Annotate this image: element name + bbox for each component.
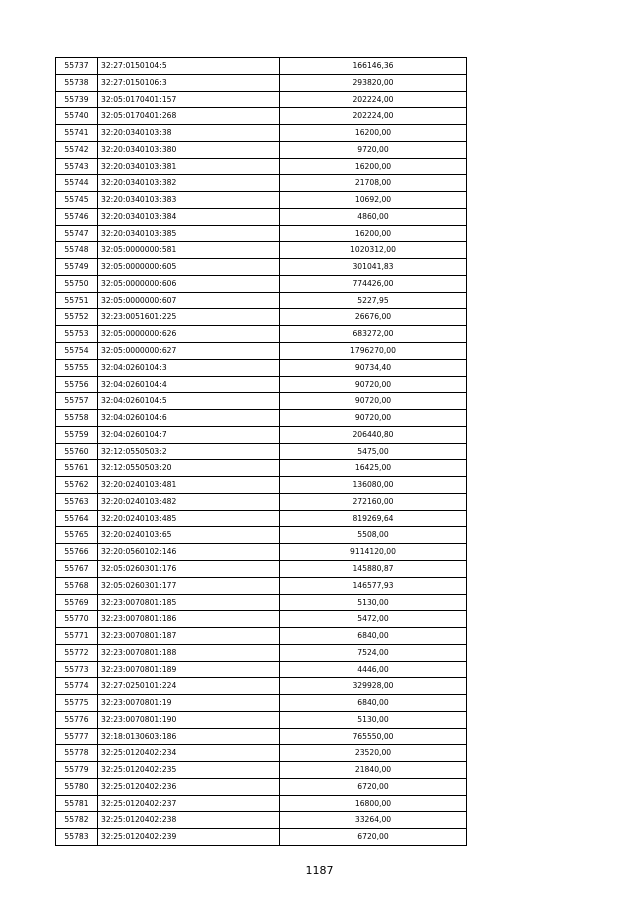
cadastral-number-cell: 32:12:0550503:20 — [98, 460, 280, 477]
row-number-cell: 55748 — [56, 242, 98, 259]
cadastral-number-cell: 32:23:0070801:190 — [98, 711, 280, 728]
cadastral-number-cell: 32:12:0550503:2 — [98, 443, 280, 460]
cadastral-number-cell: 32:05:0170401:268 — [98, 108, 280, 125]
cadastral-number-cell: 32:04:0260104:7 — [98, 426, 280, 443]
value-cell: 6840,00 — [280, 695, 467, 712]
table-row — [56, 426, 467, 443]
table-row — [56, 778, 467, 795]
cadastral-number-cell: 32:25:0120402:239 — [98, 829, 280, 846]
row-number-cell: 55781 — [56, 795, 98, 812]
value-cell: 5472,00 — [280, 611, 467, 628]
table-row — [56, 91, 467, 108]
value-cell: 21708,00 — [280, 175, 467, 192]
cadastral-number-cell: 32:23:0070801:186 — [98, 611, 280, 628]
value-cell: 4860,00 — [280, 208, 467, 225]
table-row — [56, 644, 467, 661]
value-cell: 1020312,00 — [280, 242, 467, 259]
cadastral-number-cell: 32:05:0170401:157 — [98, 91, 280, 108]
table-row — [56, 393, 467, 410]
table-row — [56, 443, 467, 460]
value-cell: 5475,00 — [280, 443, 467, 460]
value-cell: 16200,00 — [280, 225, 467, 242]
row-number-cell: 55759 — [56, 426, 98, 443]
cadastral-number-cell: 32:04:0260104:3 — [98, 359, 280, 376]
value-cell: 16800,00 — [280, 795, 467, 812]
table-body — [56, 58, 467, 846]
row-number-cell: 55763 — [56, 493, 98, 510]
row-number-cell: 55750 — [56, 275, 98, 292]
table-row — [56, 695, 467, 712]
table-row — [56, 158, 467, 175]
cadastral-number-cell: 32:18:0130603:186 — [98, 728, 280, 745]
row-number-cell: 55773 — [56, 661, 98, 678]
row-number-cell: 55777 — [56, 728, 98, 745]
value-cell: 5508,00 — [280, 527, 467, 544]
table-row — [56, 829, 467, 846]
cadastral-number-cell: 32:23:0051601:225 — [98, 309, 280, 326]
table-row — [56, 477, 467, 494]
value-cell: 7524,00 — [280, 644, 467, 661]
data-table — [55, 57, 467, 846]
value-cell: 202224,00 — [280, 91, 467, 108]
value-cell: 26676,00 — [280, 309, 467, 326]
cadastral-number-cell: 32:23:0070801:19 — [98, 695, 280, 712]
table-row — [56, 292, 467, 309]
row-number-cell: 55747 — [56, 225, 98, 242]
row-number-cell: 55771 — [56, 628, 98, 645]
cadastral-number-cell: 32:05:0260301:177 — [98, 577, 280, 594]
cadastral-number-cell: 32:05:0000000:606 — [98, 275, 280, 292]
value-cell: 90734,40 — [280, 359, 467, 376]
table-row — [56, 728, 467, 745]
cadastral-number-cell: 32:05:0260301:176 — [98, 560, 280, 577]
value-cell: 4446,00 — [280, 661, 467, 678]
row-number-cell: 55743 — [56, 158, 98, 175]
row-number-cell: 55756 — [56, 376, 98, 393]
row-number-cell: 55778 — [56, 745, 98, 762]
row-number-cell: 55745 — [56, 192, 98, 209]
value-cell: 272160,00 — [280, 493, 467, 510]
row-number-cell: 55739 — [56, 91, 98, 108]
table-row — [56, 343, 467, 360]
value-cell: 765550,00 — [280, 728, 467, 745]
value-cell: 6840,00 — [280, 628, 467, 645]
row-number-cell: 55737 — [56, 58, 98, 75]
row-number-cell: 55749 — [56, 259, 98, 276]
cadastral-number-cell: 32:20:0340103:38 — [98, 125, 280, 142]
value-cell: 9114120,00 — [280, 544, 467, 561]
cadastral-number-cell: 32:20:0240103:482 — [98, 493, 280, 510]
row-number-cell: 55780 — [56, 778, 98, 795]
row-number-cell: 55755 — [56, 359, 98, 376]
table-row — [56, 577, 467, 594]
value-cell: 146577,93 — [280, 577, 467, 594]
value-cell: 23520,00 — [280, 745, 467, 762]
row-number-cell: 55776 — [56, 711, 98, 728]
table-row — [56, 309, 467, 326]
table-row — [56, 493, 467, 510]
value-cell: 16425,00 — [280, 460, 467, 477]
value-cell: 10692,00 — [280, 192, 467, 209]
table-row — [56, 192, 467, 209]
row-number-cell: 55754 — [56, 343, 98, 360]
value-cell: 16200,00 — [280, 125, 467, 142]
cadastral-number-cell: 32:05:0000000:605 — [98, 259, 280, 276]
value-cell: 145880,87 — [280, 560, 467, 577]
value-cell: 166146,36 — [280, 58, 467, 75]
cadastral-number-cell: 32:23:0070801:188 — [98, 644, 280, 661]
value-cell: 5130,00 — [280, 711, 467, 728]
value-cell: 5130,00 — [280, 594, 467, 611]
table-row — [56, 611, 467, 628]
cadastral-number-cell: 32:25:0120402:234 — [98, 745, 280, 762]
table-row — [56, 410, 467, 427]
cadastral-number-cell: 32:23:0070801:187 — [98, 628, 280, 645]
table-row — [56, 175, 467, 192]
cadastral-number-cell: 32:25:0120402:237 — [98, 795, 280, 812]
value-cell: 202224,00 — [280, 108, 467, 125]
row-number-cell: 55768 — [56, 577, 98, 594]
row-number-cell: 55770 — [56, 611, 98, 628]
row-number-cell: 55740 — [56, 108, 98, 125]
row-number-cell: 55742 — [56, 141, 98, 158]
table-row — [56, 762, 467, 779]
value-cell: 21840,00 — [280, 762, 467, 779]
table-row — [56, 125, 467, 142]
cadastral-number-cell: 32:20:0340103:382 — [98, 175, 280, 192]
table-row — [56, 141, 467, 158]
table-row — [56, 711, 467, 728]
value-cell: 774426,00 — [280, 275, 467, 292]
row-number-cell: 55775 — [56, 695, 98, 712]
row-number-cell: 55746 — [56, 208, 98, 225]
table-row — [56, 527, 467, 544]
value-cell: 90720,00 — [280, 393, 467, 410]
table-row — [56, 560, 467, 577]
value-cell: 206440,80 — [280, 426, 467, 443]
value-cell: 9720,00 — [280, 141, 467, 158]
table-row — [56, 208, 467, 225]
table-row — [56, 661, 467, 678]
cadastral-number-cell: 32:20:0340103:384 — [98, 208, 280, 225]
row-number-cell: 55738 — [56, 74, 98, 91]
row-number-cell: 55760 — [56, 443, 98, 460]
table-row — [56, 460, 467, 477]
cadastral-number-cell: 32:20:0340103:381 — [98, 158, 280, 175]
table-row — [56, 58, 467, 75]
row-number-cell: 55762 — [56, 477, 98, 494]
cadastral-number-cell: 32:25:0120402:236 — [98, 778, 280, 795]
row-number-cell: 55772 — [56, 644, 98, 661]
table-row — [56, 108, 467, 125]
cadastral-number-cell: 32:20:0340103:380 — [98, 141, 280, 158]
table-row — [56, 74, 467, 91]
row-number-cell: 55765 — [56, 527, 98, 544]
cadastral-number-cell: 32:05:0000000:581 — [98, 242, 280, 259]
value-cell: 16200,00 — [280, 158, 467, 175]
table-row — [56, 275, 467, 292]
table-row — [56, 812, 467, 829]
cadastral-number-cell: 32:20:0240103:481 — [98, 477, 280, 494]
row-number-cell: 55764 — [56, 510, 98, 527]
table-row — [56, 326, 467, 343]
row-number-cell: 55782 — [56, 812, 98, 829]
cadastral-number-cell: 32:27:0250101:224 — [98, 678, 280, 695]
row-number-cell: 55783 — [56, 829, 98, 846]
value-cell: 33264,00 — [280, 812, 467, 829]
table-row — [56, 242, 467, 259]
row-number-cell: 55769 — [56, 594, 98, 611]
row-number-cell: 55767 — [56, 560, 98, 577]
cadastral-number-cell: 32:04:0260104:5 — [98, 393, 280, 410]
row-number-cell: 55753 — [56, 326, 98, 343]
cadastral-number-cell: 32:23:0070801:185 — [98, 594, 280, 611]
cadastral-number-cell: 32:20:0340103:383 — [98, 192, 280, 209]
value-cell: 6720,00 — [280, 778, 467, 795]
row-number-cell: 55741 — [56, 125, 98, 142]
value-cell: 5227,95 — [280, 292, 467, 309]
table-row — [56, 745, 467, 762]
value-cell: 136080,00 — [280, 477, 467, 494]
cadastral-number-cell: 32:25:0120402:235 — [98, 762, 280, 779]
row-number-cell: 55751 — [56, 292, 98, 309]
table-row — [56, 678, 467, 695]
cadastral-number-cell: 32:20:0240103:485 — [98, 510, 280, 527]
value-cell: 301041,83 — [280, 259, 467, 276]
value-cell: 90720,00 — [280, 410, 467, 427]
value-cell: 1796270,00 — [280, 343, 467, 360]
row-number-cell: 55752 — [56, 309, 98, 326]
value-cell: 819269,64 — [280, 510, 467, 527]
cadastral-number-cell: 32:27:0150106:3 — [98, 74, 280, 91]
cadastral-number-cell: 32:20:0340103:385 — [98, 225, 280, 242]
cadastral-number-cell: 32:20:0240103:65 — [98, 527, 280, 544]
cadastral-number-cell: 32:25:0120402:238 — [98, 812, 280, 829]
page-number: 1187 — [305, 864, 334, 877]
row-number-cell: 55744 — [56, 175, 98, 192]
row-number-cell: 55757 — [56, 393, 98, 410]
table-row — [56, 510, 467, 527]
cadastral-number-cell: 32:05:0000000:607 — [98, 292, 280, 309]
cadastral-number-cell: 32:20:0560102:146 — [98, 544, 280, 561]
cadastral-number-cell: 32:23:0070801:189 — [98, 661, 280, 678]
row-number-cell: 55758 — [56, 410, 98, 427]
row-number-cell: 55761 — [56, 460, 98, 477]
table-row — [56, 795, 467, 812]
value-cell: 90720,00 — [280, 376, 467, 393]
table-row — [56, 544, 467, 561]
table-row — [56, 225, 467, 242]
table-row — [56, 359, 467, 376]
table-row — [56, 376, 467, 393]
table-row — [56, 594, 467, 611]
cadastral-number-cell: 32:05:0000000:627 — [98, 343, 280, 360]
value-cell: 293820,00 — [280, 74, 467, 91]
cadastral-number-cell: 32:04:0260104:4 — [98, 376, 280, 393]
cadastral-number-cell: 32:27:0150104:5 — [98, 58, 280, 75]
row-number-cell: 55774 — [56, 678, 98, 695]
table-row — [56, 259, 467, 276]
cadastral-number-cell: 32:05:0000000:626 — [98, 326, 280, 343]
row-number-cell: 55766 — [56, 544, 98, 561]
row-number-cell: 55779 — [56, 762, 98, 779]
table-row — [56, 628, 467, 645]
value-cell: 329928,00 — [280, 678, 467, 695]
value-cell: 6720,00 — [280, 829, 467, 846]
value-cell: 683272,00 — [280, 326, 467, 343]
cadastral-number-cell: 32:04:0260104:6 — [98, 410, 280, 427]
